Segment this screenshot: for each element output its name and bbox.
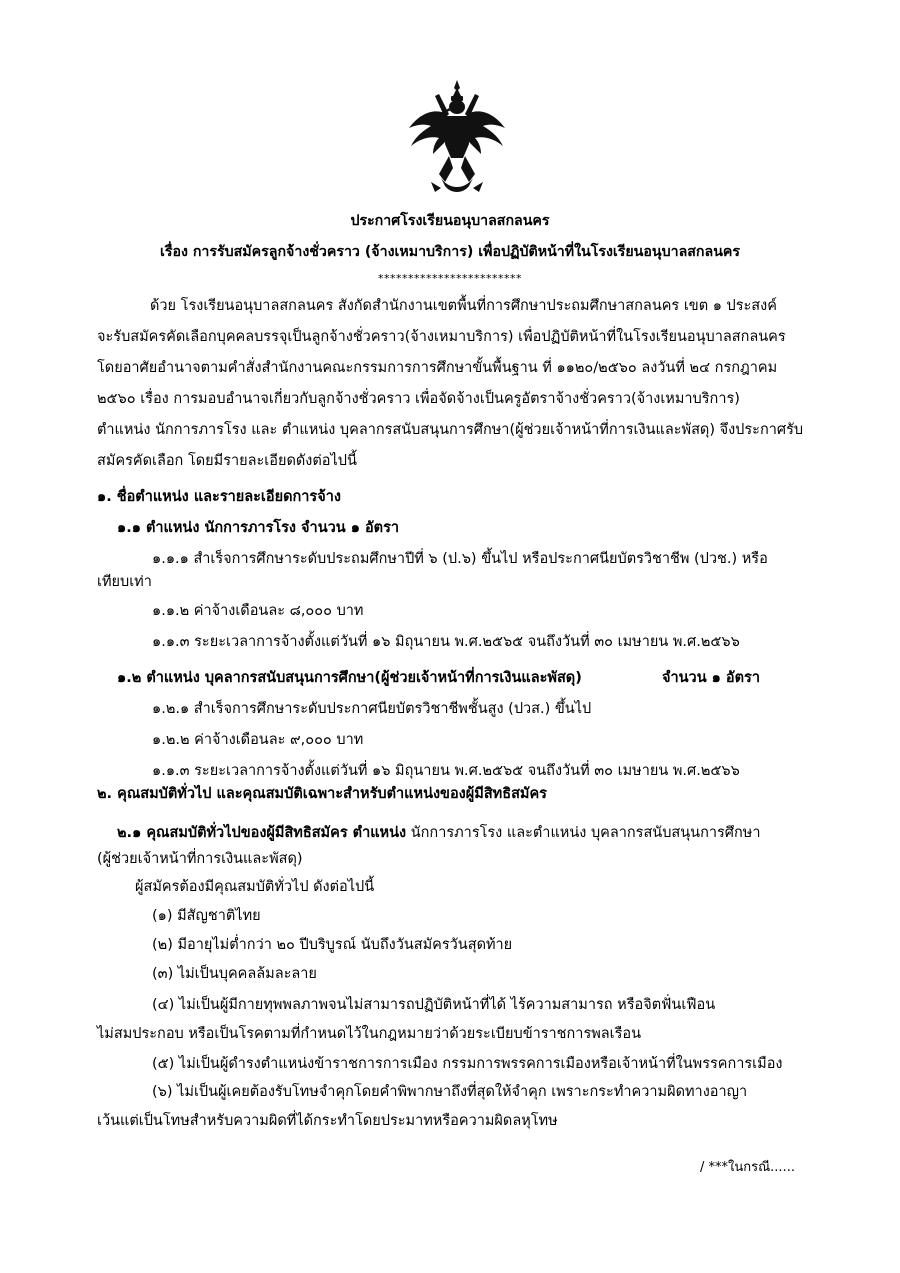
intro-line-3: โดยอาศัยอำนาจตามคำสั่งสำนักงานคณะกรรมการการศึกษาขั้นพื้นฐาน ที่ ๑๑๒๐/๒๕๖๐ ลงวันที่ ๒๔ กรกฎาคม <box>97 360 778 376</box>
qualification-3: (๓) ไม่เป็นบุคคลล้มละลาย <box>152 966 317 982</box>
announcement-title: ประกาศโรงเรียนอนุบาลสกลนคร <box>350 213 550 229</box>
intro-line-1: ด้วย โรงเรียนอนุบาลสกลนคร สังกัดสำนักงานเขตพื้นที่การศึกษาประถมศึกษาสกลนคร เขต ๑ ประสงค์ <box>150 298 777 314</box>
qualification-intro-rest: นักการภารโรง และตำแหน่ง บุคลากรสนับสนุนการศึกษา <box>406 825 761 841</box>
position-1-item-1: ๑.๑.๑ สำเร็จการศึกษาระดับประถมศึกษาปีที่ ๖ (ป.๖) ขึ้นไป หรือประกาศนียบัตรวิชาชีพ (ปวช.) หรือ <box>152 551 768 567</box>
qualification-4-cont: ไม่สมประกอบ หรือเป็นโรคตามที่กำหนดไว้ในกฎหมายว่าด้วยระเบียบข้าราชการพลเรือน <box>97 1026 642 1042</box>
qualification-1: (๑) มีสัญชาติไทย <box>152 908 261 924</box>
garuda-emblem-icon <box>405 78 509 196</box>
position-2-item-2: ๑.๒.๒ ค่าจ้างเดือนละ ๙,๐๐๐ บาท <box>152 732 364 748</box>
position-2-item-3: ๑.๑.๓ ระยะเวลาการจ้างตั้งแต่วันที่ ๑๖ มิถุนายน พ.ศ.๒๕๖๕ จนถึงวันที่ ๓๐ เมษายน พ.ศ.๒๕๖๖ <box>152 763 740 779</box>
qualification-intro <box>117 823 761 843</box>
position-1-item-1-cont: เทียบเท่า <box>97 574 152 590</box>
qualification-6: (๖) ไม่เป็นผู้เคยต้องรับโทษจำคุกโดยคำพิพากษาถึงที่สุดให้จำคุก เพราะกระทำความผิดทางอาญา <box>152 1084 748 1100</box>
position-2-heading: ๑.๒ ตำแหน่ง บุคลากรสนับสนุนการศึกษา(ผู้ช่วยเจ้าหน้าที่การเงินและพัสดุ) <box>117 670 582 686</box>
qualification-5: (๕) ไม่เป็นผู้ดำรงตำแหน่งข้าราชการการเมือง กรรมการพรรคการเมืองหรือเจ้าหน้าที่ในพรรคการเมือง <box>152 1056 783 1072</box>
qualification-2: (๒) มีอายุไม่ต่ำกว่า ๒๐ ปีบริบูรณ์ นับถึงวันสมัครวันสุดท้าย <box>152 937 513 953</box>
intro-line-5: ตำแหน่ง นักการภารโรง และ ตำแหน่ง บุคลากรสนับสนุนการศึกษา(ผู้ช่วยเจ้าหน้าที่การเงินและพัสดุ) จึงประกาศรับ <box>97 422 804 438</box>
announcement-subject: เรื่อง การรับสมัครลูกจ้างชั่วคราว (จ้างเหมาบริการ) เพื่อปฏิบัติหน้าที่ในโรงเรียนอนุบาลสกลนคร <box>159 244 741 260</box>
continued-footer: / ***ในกรณี...... <box>700 1160 795 1175</box>
position-1-item-3: ๑.๑.๓ ระยะเวลาการจ้างตั้งแต่วันที่ ๑๖ มิถุนายน พ.ศ.๒๕๖๕ จนถึงวันที่ ๓๐ เมษายน พ.ศ.๒๕๖๖ <box>152 634 740 650</box>
qualification-lead: ผู้สมัครต้องมีคุณสมบัติทั่วไป ดังต่อไปนี้ <box>135 879 375 895</box>
position-1-heading: ๑.๑ ตำแหน่ง นักการภารโรง จำนวน ๑ อัตรา <box>117 520 400 536</box>
section-2-heading: ๒. คุณสมบัติทั่วไป และคุณสมบัติเฉพาะสำหรับตำแหน่งของผู้มีสิทธิสมัคร <box>97 786 547 802</box>
separator-line: ************************ <box>378 272 522 285</box>
position-1-item-2: ๑.๑.๒ ค่าจ้างเดือนละ ๘,๐๐๐ บาท <box>152 603 364 619</box>
intro-line-2: จะรับสมัครคัดเลือกบุคคลบรรจุเป็นลูกจ้างชั่วคราว(จ้างเหมาบริการ) เพื่อปฏิบัติหน้าที่ในโรงเรียนอนุบาลสกลนคร <box>97 329 786 345</box>
intro-line-4: ๒๕๖๐ เรื่อง การมอบอำนาจเกี่ยวกับลูกจ้างชั่วคราว เพื่อจัดจ้างเป็นครูอัตราจ้างชั่วคราว(จ้างเหมาบริการ) <box>97 391 740 407</box>
intro-line-6: สมัครคัดเลือก โดยมีรายละเอียดดังต่อไปนี้ <box>97 453 357 469</box>
qualification-intro-bold: ๒.๑ คุณสมบัติทั่วไปของผู้มีสิทธิสมัคร ตำแหน่ง <box>117 825 407 841</box>
position-2-item-1: ๑.๒.๑ สำเร็จการศึกษาระดับประกาศนียบัตรวิชาชีพชั้นสูง (ปวส.) ขึ้นไป <box>152 701 592 717</box>
qualification-intro-cont: (ผู้ช่วยเจ้าหน้าที่การเงินและพัสดุ) <box>97 851 303 867</box>
section-1-heading: ๑. ชื่อตำแหน่ง และรายละเอียดการจ้าง <box>97 489 341 505</box>
qualification-4: (๔) ไม่เป็นผู้มีกายทุพพลภาพจนไม่สามารถปฏิบัติหน้าที่ได้ ไร้ความสามารถ หรือจิตฟั่นเฟือน <box>152 997 716 1013</box>
qualification-6-cont: เว้นแต่เป็นโทษสำหรับความผิดที่ได้กระทำโดยประมาทหรือความผิดลหุโทษ <box>97 1113 558 1129</box>
position-2-count: จำนวน ๑ อัตรา <box>662 670 760 686</box>
